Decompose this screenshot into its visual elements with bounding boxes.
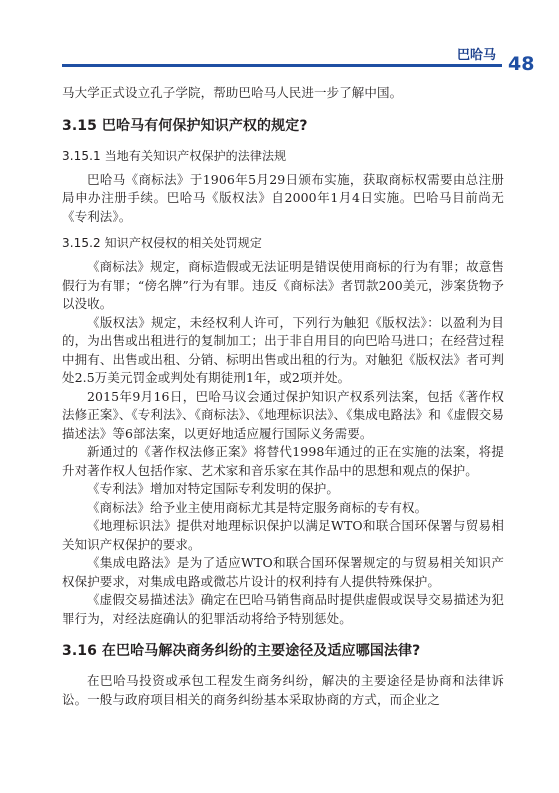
running-header-title: 巴哈马 (456, 48, 496, 63)
paragraph-copyright-amendment: 新通过的《著作权法修正案》将替代1998年通过的正在实施的法案，将提升对著作权人包括作家、艺术家和音乐家在其作品中的思想和观点的保护。 (62, 444, 504, 478)
paragraph-dispute-resolution: 在巴哈马投资或承包工程发生商务纠纷，解决的主要途径是协商和法律诉讼。一般与政府项目相关的商务纠纷基本采取协商的方式，而企业之 (62, 673, 504, 707)
paragraph-trademark-law: 《商标法》给予业主使用商标尤其是特定服务商标的专有权。 (87, 499, 428, 515)
page-number: 48 (508, 53, 535, 75)
section-3-15-1-heading: 3.15.1 当地有关知识产权保护的法律法规 (62, 148, 287, 163)
paragraph-integrated-circuit-law: 《集成电路法》是为了适应WTO和联合国环保署规定的与贸易相关知识产权保护要求，对集成电路或微芯片设计的权利持有人提供特殊保护。 (62, 555, 504, 589)
section-3-16-heading: 3.16 在巴哈马解决商务纠纷的主要途径及适应哪国法律? (62, 643, 421, 659)
paragraph-geographical-indication-law: 《地理标识法》提供对地理标识保护以满足WTO和联合国环保署与贸易相关知识产权保护的要求。 (62, 518, 504, 552)
paragraph-2015-bills: 2015年9月16日，巴哈马议会通过保护知识产权系列法案，包括《著作权法修正案》、《专利法》、《商标法》、《地理标识法》、《集成电路法》和《虚假交易描述法》等6部法案，以更好地适应履行国际义务需要。 (62, 388, 504, 441)
paragraph-trademark-copyright-law: 巴哈马《商标法》于1906年5月29日颁布实施，获取商标权需要由总注册局申办注册手续。巴哈马《版权法》自2000年1月4日实施。巴哈马目前尚无《专利法》。 (62, 171, 504, 224)
header-rule (62, 64, 502, 67)
paragraph-patent-law: 《专利法》增加对特定国际专利发明的保护。 (87, 481, 340, 496)
section-3-15-2-heading: 3.15.2 知识产权侵权的相关处罚规定 (62, 236, 262, 250)
section-3-15-heading: 3.15 巴哈马有何保护知识产权的规定? (62, 117, 308, 134)
paragraph-continued: 马大学正式设立孔子学院，帮助巴哈马人民进一步了解中国。 (62, 85, 403, 100)
paragraph-copyright-penalty: 《版权法》规定，未经权利人许可，下列行为触犯《版权法》：以盈利为目的，为出售或出租进行的复制加工；出于非自用目的向巴哈马进口；在经营过程中拥有、出售或出租、分销、标明出售或出租的行为。对触犯《版权法》者可判处2.5万美元罚金或判处有期徒刑1年，或2项并处。 (62, 314, 504, 385)
paragraph-trademark-penalty: 《商标法》规定，商标造假或无法证明是错误使用商标的行为有罪；故意售假行为有罪；“傍名牌”行为有罪。违反《商标法》者罚款200美元，涉案货物予以没收。 (62, 259, 504, 311)
paragraph-false-trade-description-law: 《虚假交易描述法》确定在巴哈马销售商品时提供虚假或误导交易描述为犯罪行为，对经法庭确认的犯罪活动将给予特别惩处。 (62, 592, 504, 626)
page-body (62, 84, 504, 709)
